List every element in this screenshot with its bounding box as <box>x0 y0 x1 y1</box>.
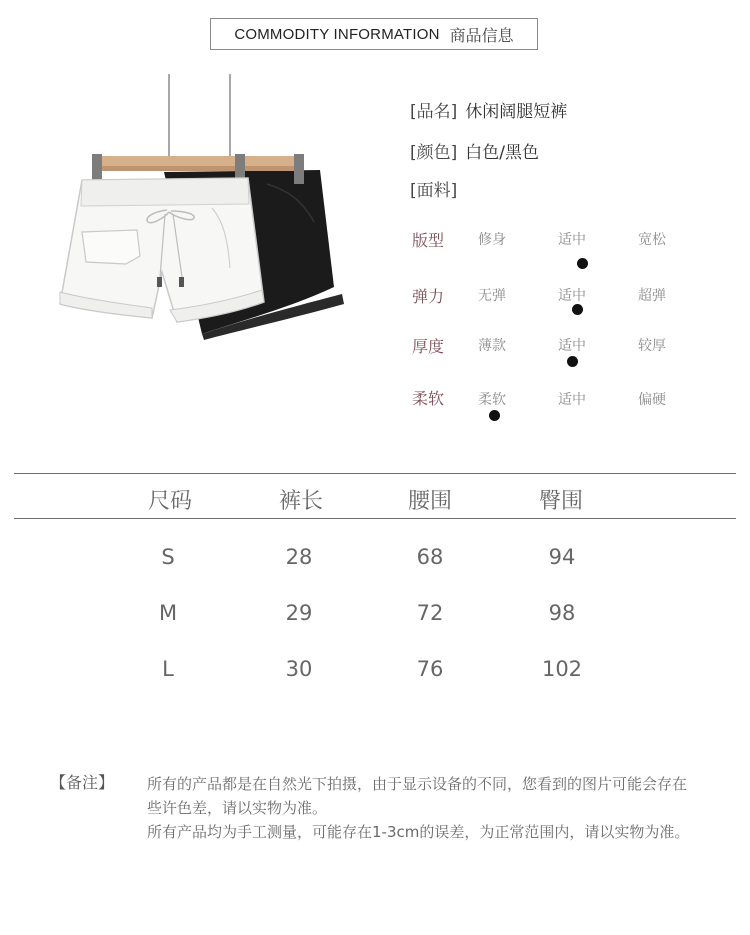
table-cell-hip: 102 <box>541 657 583 681</box>
product-color-label: [颜色] <box>410 143 458 163</box>
table-header-size: 尺码 <box>148 489 193 514</box>
product-name-row <box>410 97 567 122</box>
attr-thickness-option-3: 较厚 <box>638 338 666 354</box>
table-cell-length: 28 <box>285 545 313 569</box>
product-name-value: 休闲阔腿短裤 <box>465 102 568 122</box>
table-cell-hip: 98 <box>548 601 576 625</box>
attr-thickness-label: 厚度 <box>412 337 445 356</box>
table-cell-hip: 94 <box>548 545 576 569</box>
attr-fit-label: 版型 <box>412 231 445 250</box>
table-cell-length: 30 <box>285 657 313 681</box>
product-fabric-row <box>410 176 465 201</box>
product-photo <box>52 72 352 344</box>
header-title-cn: 商品信息 <box>449 25 514 45</box>
attr-fit-selected-dot <box>577 258 588 269</box>
attr-stretch-option-2: 适中 <box>558 288 586 304</box>
table-cell-waist: 68 <box>416 545 444 569</box>
attr-thickness-option-1: 薄款 <box>478 338 506 354</box>
attr-fit-option-2: 适中 <box>558 232 586 248</box>
attr-softness-selected-dot <box>489 410 500 421</box>
table-cell-size: L <box>162 657 174 681</box>
product-color-value: 白色/黑色 <box>465 143 539 163</box>
notes-text-1: 所有的产品都是在自然光下拍摄，由于显示设备的不同，您看到的图片可能会存在些许色差，请以实物为准。 <box>147 775 688 817</box>
attr-stretch-option-1: 无弹 <box>478 288 506 304</box>
table-cell-waist: 72 <box>416 601 444 625</box>
table-header-length: 裤长 <box>279 489 324 514</box>
table-cell-length: 29 <box>285 601 313 625</box>
product-color-row <box>410 138 539 163</box>
section-header <box>210 18 538 50</box>
notes-text-2: 所有产品均为手工测量，可能存在1-3cm的误差，为正常范围内，请以实物为准。 <box>147 823 690 841</box>
attr-softness-label: 柔软 <box>412 389 445 408</box>
table-cell-size: S <box>161 545 175 569</box>
attr-fit-option-3: 宽松 <box>638 232 666 248</box>
attr-thickness-option-2: 适中 <box>558 338 586 354</box>
attr-softness-option-1: 柔软 <box>478 392 506 408</box>
attr-thickness-selected-dot <box>567 356 578 367</box>
header-title-en: COMMODITY INFORMATION <box>234 25 440 43</box>
table-header-rule <box>14 518 736 519</box>
attr-stretch-option-3: 超弹 <box>638 288 666 304</box>
product-name-label: [品名] <box>410 102 458 122</box>
attr-softness-option-3: 偏硬 <box>638 392 666 408</box>
table-cell-waist: 76 <box>416 657 444 681</box>
attr-softness-option-2: 适中 <box>558 392 586 408</box>
attr-stretch-selected-dot <box>572 304 583 315</box>
table-cell-size: M <box>158 601 178 625</box>
attr-stretch-label: 弹力 <box>412 287 445 306</box>
table-header-waist: 腰围 <box>408 489 453 514</box>
attr-fit-option-1: 修身 <box>478 232 506 248</box>
table-header-hip: 臀围 <box>539 489 584 514</box>
notes-label: 【备注】 <box>50 773 115 792</box>
table-top-rule <box>14 473 736 474</box>
product-fabric-label: [面料] <box>410 181 458 201</box>
